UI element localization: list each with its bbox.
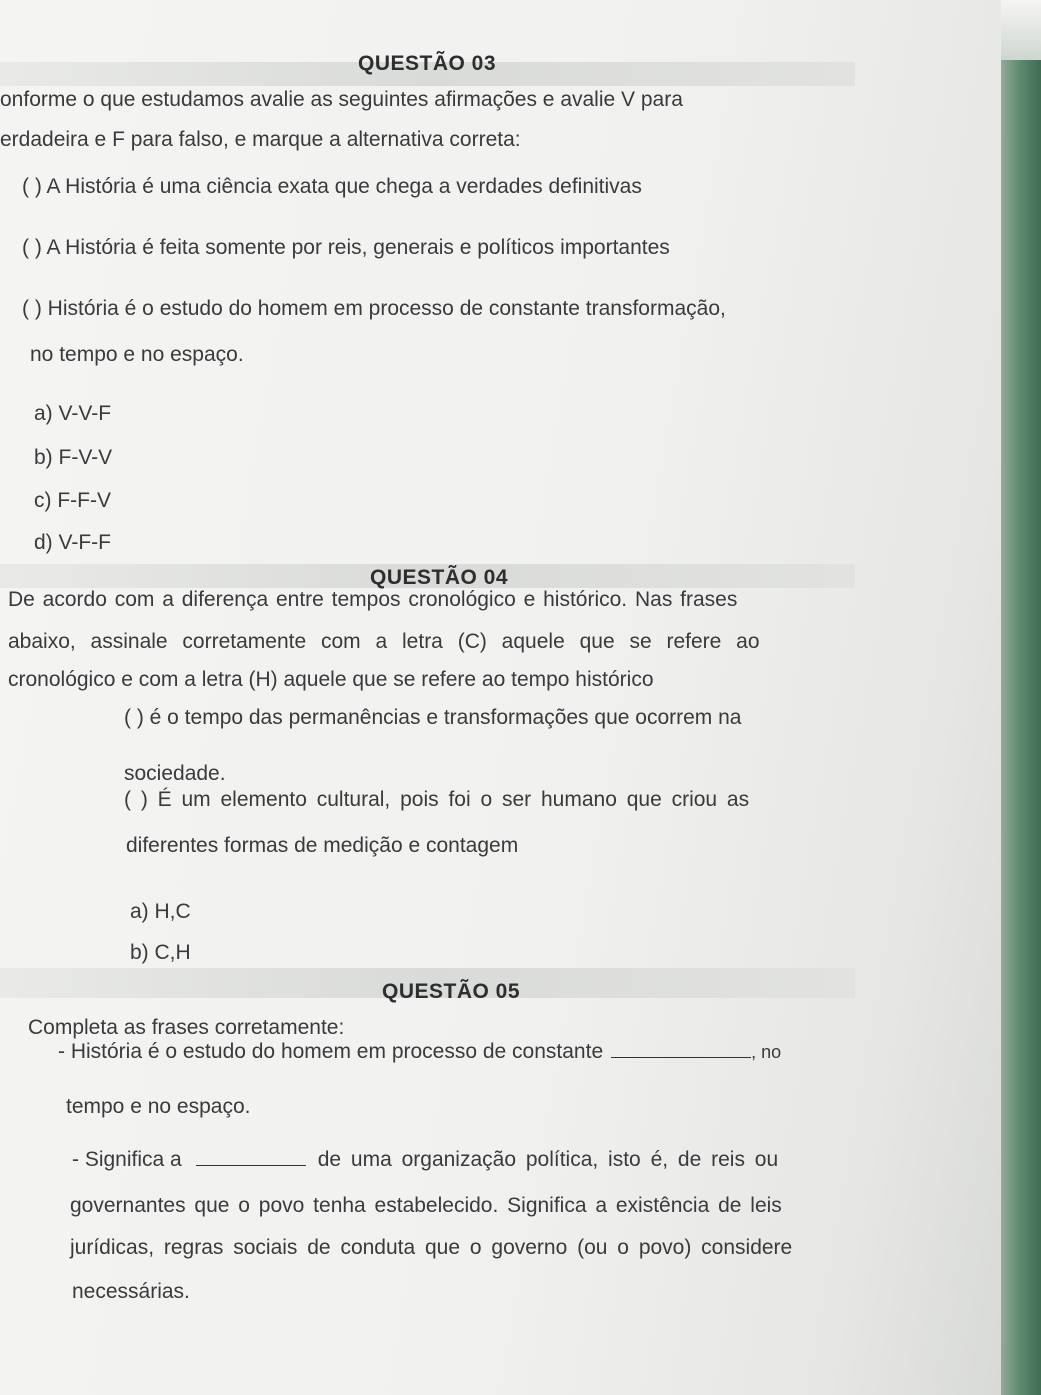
- q4-item-1-cont: sociedade.: [124, 762, 226, 785]
- q4-option-b: b) C,H: [130, 941, 191, 964]
- q5-sentence-1-cont: tempo e no espaço.: [66, 1095, 251, 1118]
- q4-option-a: a) H,C: [130, 900, 191, 923]
- q5-s2-prefix: - Significa a: [72, 1148, 182, 1171]
- q4-item-2: ( ) É um elemento cultural, pois foi o ser humano que criou as: [124, 788, 750, 811]
- q5-heading: QUESTÃO 05: [382, 980, 521, 1003]
- q5-sentence-2-line-2: governantes que o povo tenha estabelecido. Significa a existência de leis: [70, 1194, 782, 1217]
- q5-s1-blank: [611, 1056, 751, 1058]
- green-folder-edge: [1001, 0, 1041, 1395]
- q3-intro-line-1: onforme o que estudamos avalie as seguintes afirmações e avalie V para: [0, 88, 683, 111]
- q5-intro: Completa as frases corretamente:: [28, 1016, 345, 1039]
- q5-sentence-1: [58, 1040, 781, 1064]
- q5-s1-text: - História é o estudo do homem em processo de constante: [58, 1040, 604, 1063]
- q3-statement-3-cont: no tempo e no espaço.: [30, 343, 244, 366]
- q4-item-2-cont: diferentes formas de medição e contagem: [126, 834, 519, 857]
- page-corner: [1001, 0, 1041, 60]
- q3-intro-line-2: erdadeira e F para falso, e marque a alternativa correta:: [0, 128, 521, 151]
- q4-item-1: ( ) é o tempo das permanências e transformações que ocorrem na: [124, 706, 742, 729]
- q3-statement-2: ( ) A História é feita somente por reis, generais e políticos importantes: [22, 236, 670, 259]
- q5-sentence-2-line-4: necessárias.: [72, 1280, 190, 1303]
- q3-heading: QUESTÃO 03: [358, 52, 497, 75]
- q5-s1-end: , no: [751, 1042, 782, 1062]
- q3-statement-3: ( ) História é o estudo do homem em processo de constante transformação,: [22, 297, 726, 320]
- q4-heading: QUESTÃO 04: [370, 566, 509, 589]
- q4-intro-line-1: De acordo com a diferença entre tempos cronológico e histórico. Nas frases: [8, 588, 738, 611]
- q3-statement-1: ( ) A História é uma ciência exata que chega a verdades definitivas: [22, 175, 642, 198]
- q3-option-c: c) F-F-V: [34, 489, 111, 512]
- q3-option-a: a) V-V-F: [34, 402, 112, 425]
- q4-intro-line-3: cronológico e com a letra (H) aquele que se refere ao tempo histórico: [8, 668, 654, 691]
- q3-option-b: b) F-V-V: [34, 446, 113, 469]
- q4-intro-line-2: abaixo, assinale corretamente com a letra (C) aquele que se refere ao: [8, 630, 760, 653]
- q5-sentence-2-line-3: jurídicas, regras sociais de conduta que o governo (ou o povo) considere: [70, 1236, 793, 1259]
- q5-s2-suffix: de uma organização política, isto é, de reis ou: [317, 1148, 779, 1171]
- q5-s2-blank: [196, 1164, 306, 1166]
- q5-sentence-2: [72, 1148, 778, 1172]
- q3-option-d: d) V-F-F: [34, 531, 111, 554]
